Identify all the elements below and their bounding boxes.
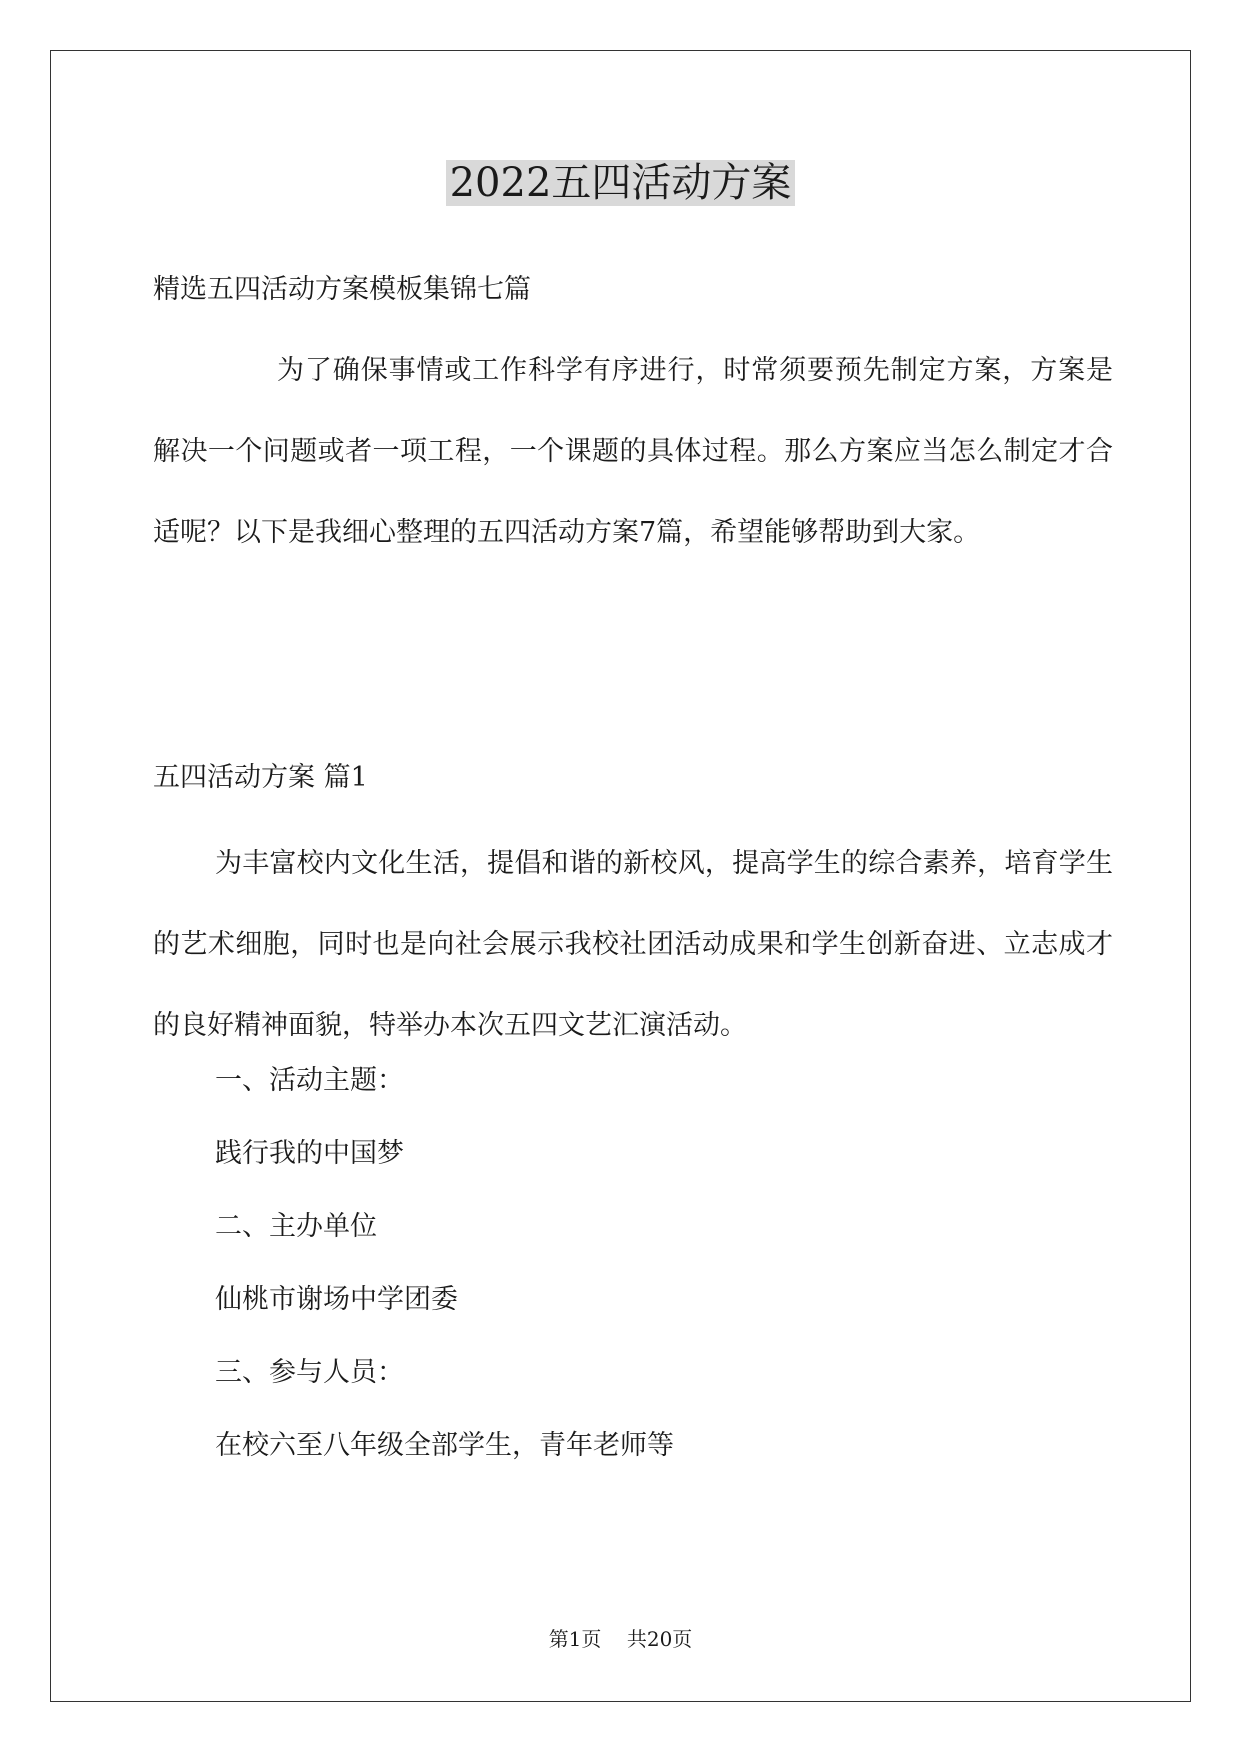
- organizer-heading: 二、主办单位: [215, 1211, 377, 1242]
- document-title-text: 2022五四活动方案: [446, 160, 796, 206]
- organizer-text: 仙桃市谢场中学团委: [215, 1284, 458, 1315]
- activity-theme-text: 践行我的中国梦: [215, 1138, 404, 1169]
- document-subtitle: 精选五四活动方案模板集锦七篇: [153, 274, 531, 305]
- participants-text: 在校六至八年级全部学生，青年老师等: [215, 1430, 674, 1461]
- section-heading: 五四活动方案 篇1: [153, 762, 368, 793]
- activity-theme-heading: 一、活动主题：: [215, 1065, 404, 1096]
- section-intro-paragraph: 为丰富校内文化生活，提倡和谐的新校风，提高学生的综合素养，培育学生的艺术细胞，同时也是向社会展示我校社团活动成果和学生创新奋进、立志成才的良好精神面貌，特举办本次五四文艺汇演活动。: [153, 848, 1113, 1041]
- document-title: [0, 157, 1241, 209]
- participants-heading: 三、参与人员：: [215, 1357, 404, 1388]
- intro-paragraph: 为了确保事情或工作科学有序进行，时常须要预先制定方案，方案是解决一个问题或者一项工程，一个课题的具体过程。那么方案应当怎么制定才合适呢？以下是我细心整理的五四活动方案7篇，希望能够帮助到大家。: [153, 355, 1113, 548]
- page-number: 第1页 共20页: [548, 1627, 693, 1651]
